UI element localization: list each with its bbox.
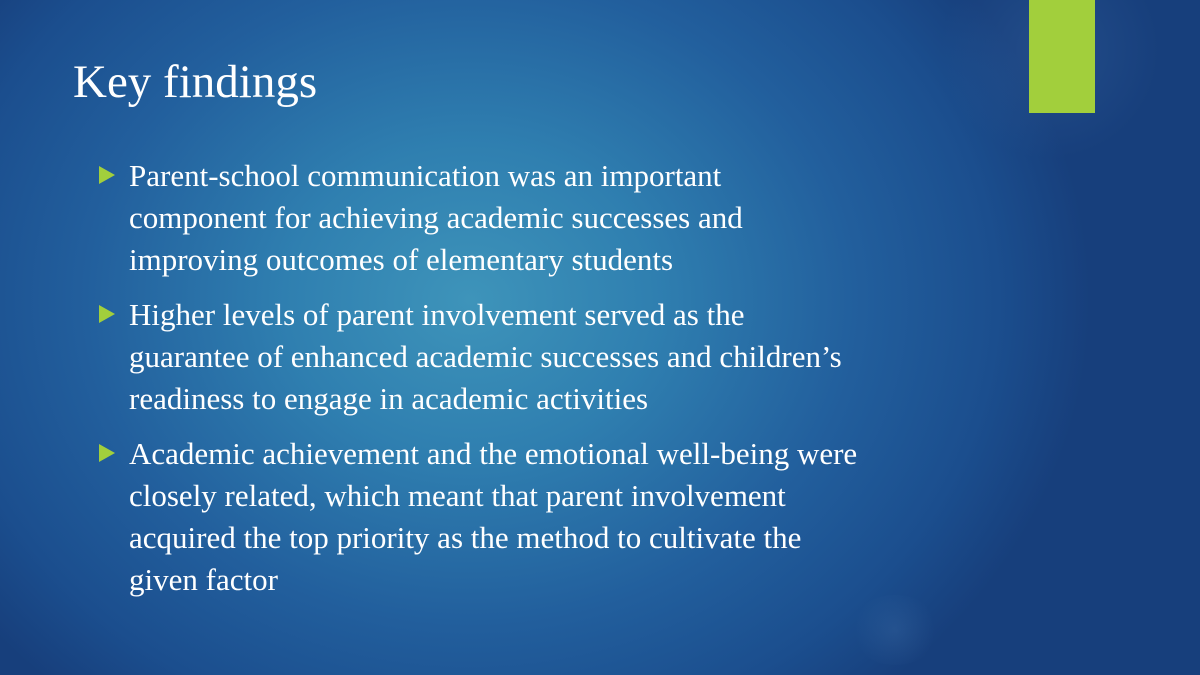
bullet-text	[129, 294, 976, 420]
bullet-line: acquired the top priority as the method to cultivate the	[129, 520, 802, 555]
bullet-line: improving outcomes of elementary students	[129, 242, 674, 277]
bullet-line: given factor	[129, 562, 278, 597]
bullet-line: guarantee of enhanced academic successes and children’s	[129, 339, 842, 374]
bullet-line: closely related, which meant that parent involvement	[129, 478, 786, 513]
triangle-bullet-icon	[99, 305, 115, 323]
triangle-bullet-icon	[99, 444, 115, 462]
bullet-line: Higher levels of parent involvement served as the	[129, 297, 745, 332]
slide-title: Key findings	[73, 56, 318, 108]
bullet-item	[96, 294, 976, 420]
accent-bar	[1029, 0, 1095, 113]
triangle-bullet-icon	[99, 166, 115, 184]
bullet-line: readiness to engage in academic activities	[129, 381, 649, 416]
bullet-list	[96, 155, 976, 614]
bullet-line: component for achieving academic successes and	[129, 200, 743, 235]
bullet-text	[129, 433, 976, 601]
bullet-line: Parent-school communication was an important	[129, 158, 722, 193]
bullet-item	[96, 155, 976, 281]
bullet-text	[129, 155, 976, 281]
bullet-line: Academic achievement and the emotional well-being were	[129, 436, 858, 471]
bullet-item	[96, 433, 976, 601]
